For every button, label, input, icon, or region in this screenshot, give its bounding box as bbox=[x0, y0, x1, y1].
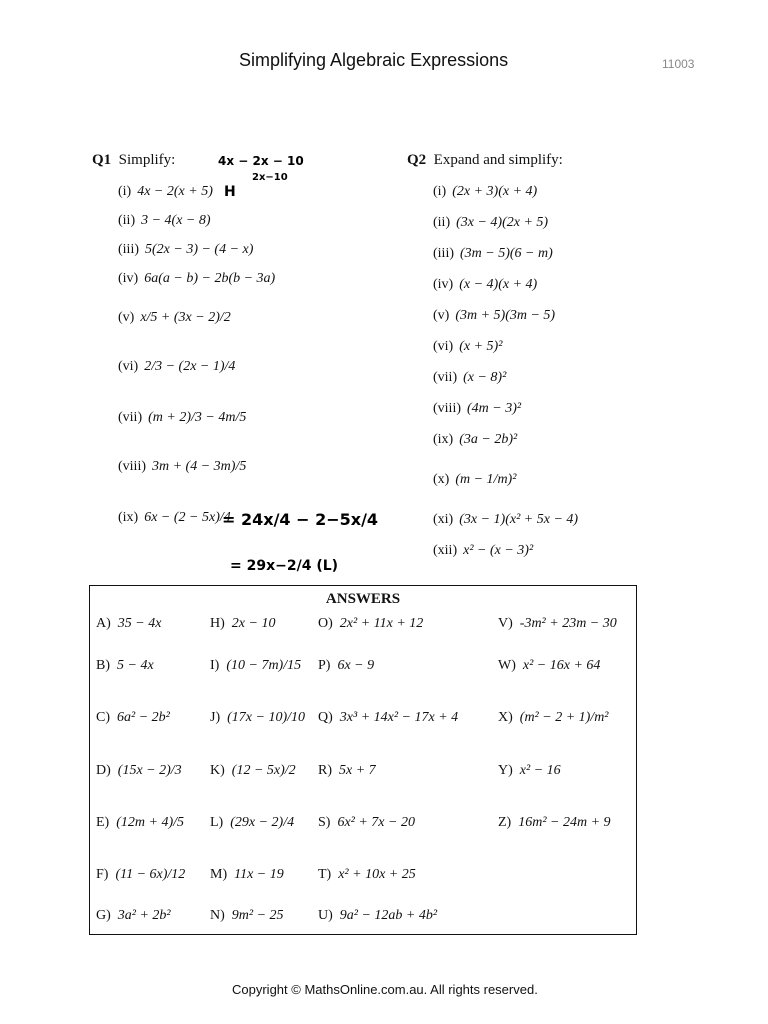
answer-letter: Q) bbox=[318, 710, 333, 725]
answer-expression: 3x³ + 14x² − 17x + 4 bbox=[339, 710, 459, 725]
answer-expression: 3a² + 2b² bbox=[117, 908, 171, 923]
answer-letter: S) bbox=[318, 815, 331, 830]
handwritten-working-q1-line2: 2x−10 bbox=[252, 172, 288, 183]
q1-item-expression: 2/3 − (2x − 1)/4 bbox=[144, 359, 236, 374]
worksheet-code: 11003 bbox=[662, 57, 695, 71]
q2-item-number: (ix) bbox=[433, 432, 454, 447]
answer-item bbox=[96, 867, 185, 883]
q2-item-iv bbox=[433, 277, 537, 293]
q2-item-number: (vii) bbox=[433, 370, 458, 385]
q2-item-number: (viii) bbox=[433, 401, 461, 416]
q2-item-expression: (3m + 5)(3m − 5) bbox=[455, 308, 556, 323]
answer-expression: 11x − 19 bbox=[234, 867, 284, 882]
answer-item bbox=[498, 815, 611, 831]
q2-item-v bbox=[433, 308, 555, 324]
q1-item-expression: 6x − (2 − 5x)/4 bbox=[144, 510, 231, 525]
q2-item-ii bbox=[433, 215, 548, 231]
answer-letter: G) bbox=[96, 908, 111, 923]
answer-item bbox=[96, 710, 170, 726]
answer-letter: N) bbox=[210, 908, 225, 923]
q2-item-number: (iv) bbox=[433, 277, 454, 292]
answer-expression: (m² − 2 + 1)/m² bbox=[519, 710, 609, 725]
answer-letter: C) bbox=[96, 710, 110, 725]
q1-label: Q1 bbox=[92, 152, 112, 168]
answer-expression: (17x − 10)/10 bbox=[227, 710, 305, 725]
q1-item-number: (iv) bbox=[118, 271, 139, 286]
answer-item bbox=[210, 867, 284, 883]
footer-copyright: Copyright © MathsOnline.com.au. All rights reserved. bbox=[232, 982, 538, 997]
q1-item-expression: x/5 + (3x − 2)/2 bbox=[140, 310, 231, 325]
answer-expression: x² + 10x + 25 bbox=[338, 867, 416, 882]
answer-letter: U) bbox=[318, 908, 333, 923]
handwritten-answer-q1: H bbox=[224, 184, 236, 200]
q2-instruction: Expand and simplify: bbox=[433, 152, 563, 168]
q1-item-number: (viii) bbox=[118, 459, 146, 474]
answer-letter: D) bbox=[96, 763, 111, 778]
answer-expression: (12m + 4)/5 bbox=[116, 815, 184, 830]
answer-item bbox=[210, 658, 301, 674]
answer-letter: B) bbox=[96, 658, 110, 673]
q2-item-x bbox=[433, 472, 516, 488]
q2-item-expression: (x − 4)(x + 4) bbox=[459, 277, 538, 292]
q1-item-vii bbox=[118, 410, 246, 426]
q1-item-vi bbox=[118, 359, 235, 375]
q2-heading bbox=[407, 152, 563, 169]
q2-item-number: (ii) bbox=[433, 215, 451, 230]
q2-item-expression: (2x + 3)(x + 4) bbox=[452, 184, 538, 199]
answer-item bbox=[318, 658, 374, 674]
q2-item-i bbox=[433, 184, 537, 200]
answer-letter: X) bbox=[498, 710, 513, 725]
q1-item-number: (i) bbox=[118, 184, 132, 199]
q1-item-expression: 4x − 2(x + 5) bbox=[137, 184, 213, 199]
q1-item-viii bbox=[118, 459, 246, 475]
q2-item-expression: x² − (x − 3)² bbox=[463, 543, 534, 558]
answer-expression: (12 − 5x)/2 bbox=[231, 763, 296, 778]
answer-item bbox=[210, 616, 275, 632]
q2-item-number: (x) bbox=[433, 472, 450, 487]
q2-item-ix bbox=[433, 432, 517, 448]
q1-item-expression: 6a(a − b) − 2b(b − 3a) bbox=[144, 271, 276, 286]
q2-item-xi bbox=[433, 512, 578, 528]
answer-expression: 9m² − 25 bbox=[231, 908, 284, 923]
answer-expression: 35 − 4x bbox=[117, 616, 162, 631]
q1-instruction: Simplify: bbox=[118, 152, 176, 168]
q2-item-expression: (4m − 3)² bbox=[467, 401, 522, 416]
answer-item bbox=[210, 710, 305, 726]
q2-item-number: (vi) bbox=[433, 339, 454, 354]
q1-item-ix bbox=[118, 510, 231, 526]
answer-item bbox=[210, 763, 296, 779]
answer-item bbox=[96, 815, 184, 831]
answer-letter: K) bbox=[210, 763, 225, 778]
answer-letter: Y) bbox=[498, 763, 513, 778]
q2-item-expression: (m − 1/m)² bbox=[455, 472, 517, 487]
answer-expression: x² − 16x + 64 bbox=[522, 658, 601, 673]
answer-item bbox=[210, 815, 294, 831]
answer-letter: F) bbox=[96, 867, 109, 882]
answer-expression: 6a² − 2b² bbox=[117, 710, 170, 725]
answers-title: ANSWERS bbox=[325, 591, 401, 607]
q1-heading bbox=[92, 152, 175, 169]
q2-item-expression: (3m − 5)(6 − m) bbox=[460, 246, 553, 261]
q1-item-expression: (m + 2)/3 − 4m/5 bbox=[148, 410, 247, 425]
q2-item-vi bbox=[433, 339, 502, 355]
answer-item bbox=[210, 908, 284, 924]
q1-item-number: (ix) bbox=[118, 510, 139, 525]
answer-expression: 6x − 9 bbox=[337, 658, 375, 673]
answer-item bbox=[498, 763, 561, 779]
answer-letter: L) bbox=[210, 815, 224, 830]
answer-expression: 2x − 10 bbox=[231, 616, 276, 631]
answer-item bbox=[498, 616, 617, 632]
answer-letter: O) bbox=[318, 616, 333, 631]
q1-item-expression: 3 − 4(x − 8) bbox=[141, 213, 211, 228]
answer-letter: E) bbox=[96, 815, 110, 830]
q1-item-expression: 3m + (4 − 3m)/5 bbox=[152, 459, 247, 474]
q2-item-number: (xii) bbox=[433, 543, 458, 558]
q2-item-xii bbox=[433, 543, 533, 559]
answer-item bbox=[96, 616, 161, 632]
q1-item-i bbox=[118, 184, 213, 200]
q2-item-expression: (x − 8)² bbox=[463, 370, 507, 385]
q2-label: Q2 bbox=[407, 152, 427, 168]
answer-expression: 5 − 4x bbox=[117, 658, 154, 673]
answer-expression: 9a² − 12ab + 4b² bbox=[339, 908, 438, 923]
handwritten-working-q9-line1: = 24x/4 − 2−5x/4 bbox=[222, 510, 379, 529]
page-title: Simplifying Algebraic Expressions bbox=[239, 50, 509, 70]
answer-letter: Z) bbox=[498, 815, 512, 830]
q1-item-v bbox=[118, 310, 231, 326]
q1-item-number: (ii) bbox=[118, 213, 136, 228]
answers-box bbox=[89, 585, 637, 935]
q2-item-viii bbox=[433, 401, 521, 417]
answer-item bbox=[318, 815, 415, 831]
answer-item bbox=[498, 710, 609, 726]
answer-letter: V) bbox=[498, 616, 513, 631]
handwritten-working-q1-line1: 4x − 2x − 10 bbox=[218, 154, 304, 168]
q1-item-iv bbox=[118, 271, 275, 287]
answer-letter: H) bbox=[210, 616, 225, 631]
answer-item bbox=[498, 658, 600, 674]
answer-item bbox=[96, 763, 182, 779]
q1-item-number: (vii) bbox=[118, 410, 143, 425]
answer-expression: (15x − 2)/3 bbox=[117, 763, 182, 778]
q2-item-vii bbox=[433, 370, 506, 386]
answer-item bbox=[318, 908, 437, 924]
q2-item-expression: (3x − 4)(2x + 5) bbox=[456, 215, 549, 230]
q2-item-number: (iii) bbox=[433, 246, 454, 261]
q2-item-iii bbox=[433, 246, 553, 262]
answer-letter: J) bbox=[210, 710, 221, 725]
q1-item-ii bbox=[118, 213, 211, 229]
answer-expression: -3m² + 23m − 30 bbox=[519, 616, 617, 631]
answer-item bbox=[318, 710, 458, 726]
answer-letter: T) bbox=[318, 867, 332, 882]
answer-item bbox=[318, 867, 416, 883]
answer-expression: (29x − 2)/4 bbox=[230, 815, 295, 830]
answer-item bbox=[96, 658, 154, 674]
answer-expression: x² − 16 bbox=[519, 763, 561, 778]
answer-letter: A) bbox=[96, 616, 111, 631]
answer-letter: M) bbox=[210, 867, 228, 882]
answer-letter: I) bbox=[210, 658, 220, 673]
q1-item-number: (v) bbox=[118, 310, 135, 325]
answer-expression: 16m² − 24m + 9 bbox=[518, 815, 611, 830]
answer-letter: P) bbox=[318, 658, 331, 673]
answer-expression: 6x² + 7x − 20 bbox=[337, 815, 415, 830]
answer-letter: R) bbox=[318, 763, 332, 778]
answer-item bbox=[96, 908, 171, 924]
q1-item-expression: 5(2x − 3) − (4 − x) bbox=[145, 242, 254, 257]
answer-letter: W) bbox=[498, 658, 516, 673]
answer-expression: (11 − 6x)/12 bbox=[115, 867, 186, 882]
answer-expression: (10 − 7m)/15 bbox=[226, 658, 302, 673]
q2-item-expression: (3x − 1)(x² + 5x − 4) bbox=[459, 512, 579, 527]
answer-expression: 2x² + 11x + 12 bbox=[339, 616, 424, 631]
q1-item-number: (vi) bbox=[118, 359, 139, 374]
q1-item-number: (iii) bbox=[118, 242, 139, 257]
q2-item-number: (v) bbox=[433, 308, 450, 323]
q1-item-iii bbox=[118, 242, 253, 258]
answer-expression: 5x + 7 bbox=[339, 763, 376, 778]
answer-item bbox=[318, 763, 376, 779]
q2-item-number: (i) bbox=[433, 184, 447, 199]
answer-item bbox=[318, 616, 423, 632]
q2-item-number: (xi) bbox=[433, 512, 454, 527]
handwritten-working-q9-line2: = 29x−2/4 (L) bbox=[230, 558, 339, 574]
q2-item-expression: (3a − 2b)² bbox=[459, 432, 518, 447]
q2-item-expression: (x + 5)² bbox=[459, 339, 503, 354]
